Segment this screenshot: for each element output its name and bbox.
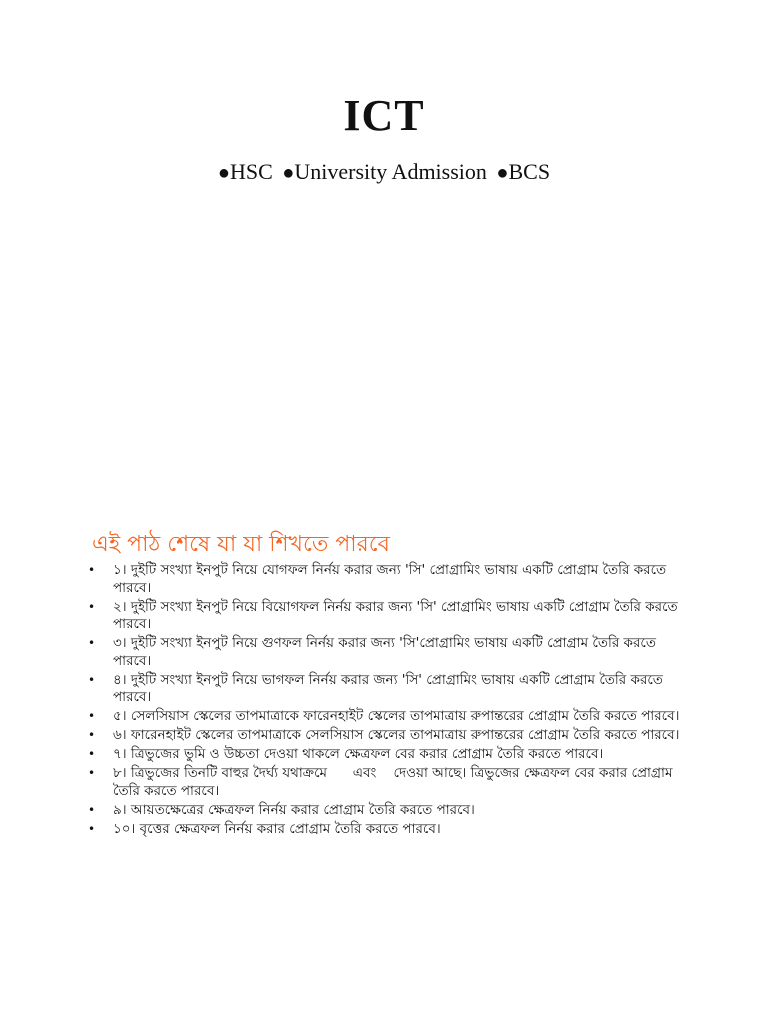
- document-title: ICT: [343, 91, 425, 140]
- bullet-icon: •: [88, 802, 96, 817]
- list-item: [88, 802, 688, 820]
- bullet-icon: ●: [217, 162, 230, 184]
- exam-tag-university-admission: [282, 156, 487, 189]
- objective-text: ১০। বৃত্তের ক্ষেত্রফল নির্নয় করার প্রোগ্রাম তৈরি করতে পারবে।: [113, 820, 441, 837]
- objective-text: ২। দুইটি সংখ্যা ইনপুট নিয়ে বিয়োগফল নির্নয় করার জন্য 'সি' প্রোগ্রামিং ভাষায় একটি প্রোগ্রাম তৈরি করতে পারবে।: [113, 598, 678, 632]
- bullet-icon: •: [88, 636, 96, 650]
- learning-objectives-list: [88, 562, 688, 840]
- list-item: [88, 821, 688, 839]
- bullet-icon: •: [88, 747, 96, 761]
- bullet-icon: ●: [496, 162, 509, 184]
- list-item: [88, 765, 688, 800]
- list-item: [88, 746, 688, 764]
- list-item: [88, 635, 688, 670]
- bullet-icon: •: [88, 766, 96, 780]
- bullet-icon: •: [88, 728, 96, 742]
- objective-text: ৮। ত্রিভুজের তিনটি বাহুর দৈর্ঘ্য যথাক্রমে এবং দেওয়া আছে। ত্রিভুজের ক্ষেত্রফল বের করার প্রোগ্রাম তৈরি করতে পারবে।: [113, 765, 677, 799]
- exam-tag-hsc: [218, 156, 273, 189]
- exam-tags: [0, 156, 768, 189]
- bullet-icon: •: [88, 599, 96, 614]
- objective-text: ৯। আয়তক্ষেত্রের ক্ষেত্রফল নির্নয় করার প্রোগ্রাম তৈরি করতে পারবে।: [113, 801, 475, 818]
- list-item: [88, 562, 688, 597]
- objective-text: ৫। সেলসিয়াস স্কেলের তাপমাত্রাকে ফারেনহাইট স্কেলের তাপমাত্রায় রুপান্তরের প্রোগ্রাম তৈরি করতে পারবে।: [113, 708, 680, 724]
- list-item: [88, 599, 688, 634]
- bullet-icon: •: [88, 821, 96, 836]
- bullet-icon: •: [88, 563, 96, 577]
- exam-tag-label: HSC: [230, 159, 273, 184]
- exam-tag-bcs: [496, 156, 550, 189]
- objective-text: ৪। দুইটি সংখ্যা ইনপুট নিয়ে ভাগফল নির্নয় করার জন্য 'সি' প্রোগ্রামিং ভাষায় একটি প্রোগ্রাম তৈরি করতে পারবে।: [113, 671, 663, 705]
- bullet-icon: ●: [282, 162, 295, 184]
- learning-objectives-heading: এই পাঠ শেষে যা যা শিখতে পারবে: [92, 532, 390, 557]
- exam-tag-label: BCS: [508, 159, 551, 184]
- objective-text: ৭। ত্রিভুজের ভুমি ও উচ্চতা দেওয়া থাকলে ক্ষেত্রফল বের করার প্রোগ্রাম তৈরি করতে পারবে।: [113, 746, 604, 762]
- list-item: [88, 672, 688, 707]
- list-item: [88, 708, 688, 726]
- bullet-icon: •: [88, 672, 96, 687]
- exam-tag-label: University Admission: [294, 159, 487, 184]
- objective-text: ৬। ফারেনহাইট স্কেলের তাপমাত্রাকে সেলসিয়াস স্কেলের তাপমাত্রায় রুপান্তরের প্রোগ্রাম তৈরি করতে পারবে।: [113, 727, 680, 743]
- bullet-icon: •: [88, 709, 96, 723]
- list-item: [88, 727, 688, 745]
- objective-text: ৩। দুইটি সংখ্যা ইনপুট নিয়ে গুণফল নির্নয় করার জন্য 'সি'প্রোগ্রামিং ভাষায় একটি প্রোগ্রাম তৈরি করতে পারবে।: [113, 635, 656, 669]
- objective-text: ১। দুইটি সংখ্যা ইনপুট নিয়ে যোগফল নির্নয় করার জন্য 'সি' প্রোগ্রামিং ভাষায় একটি প্রোগ্রাম তৈরি করতে পারবে।: [113, 562, 667, 596]
